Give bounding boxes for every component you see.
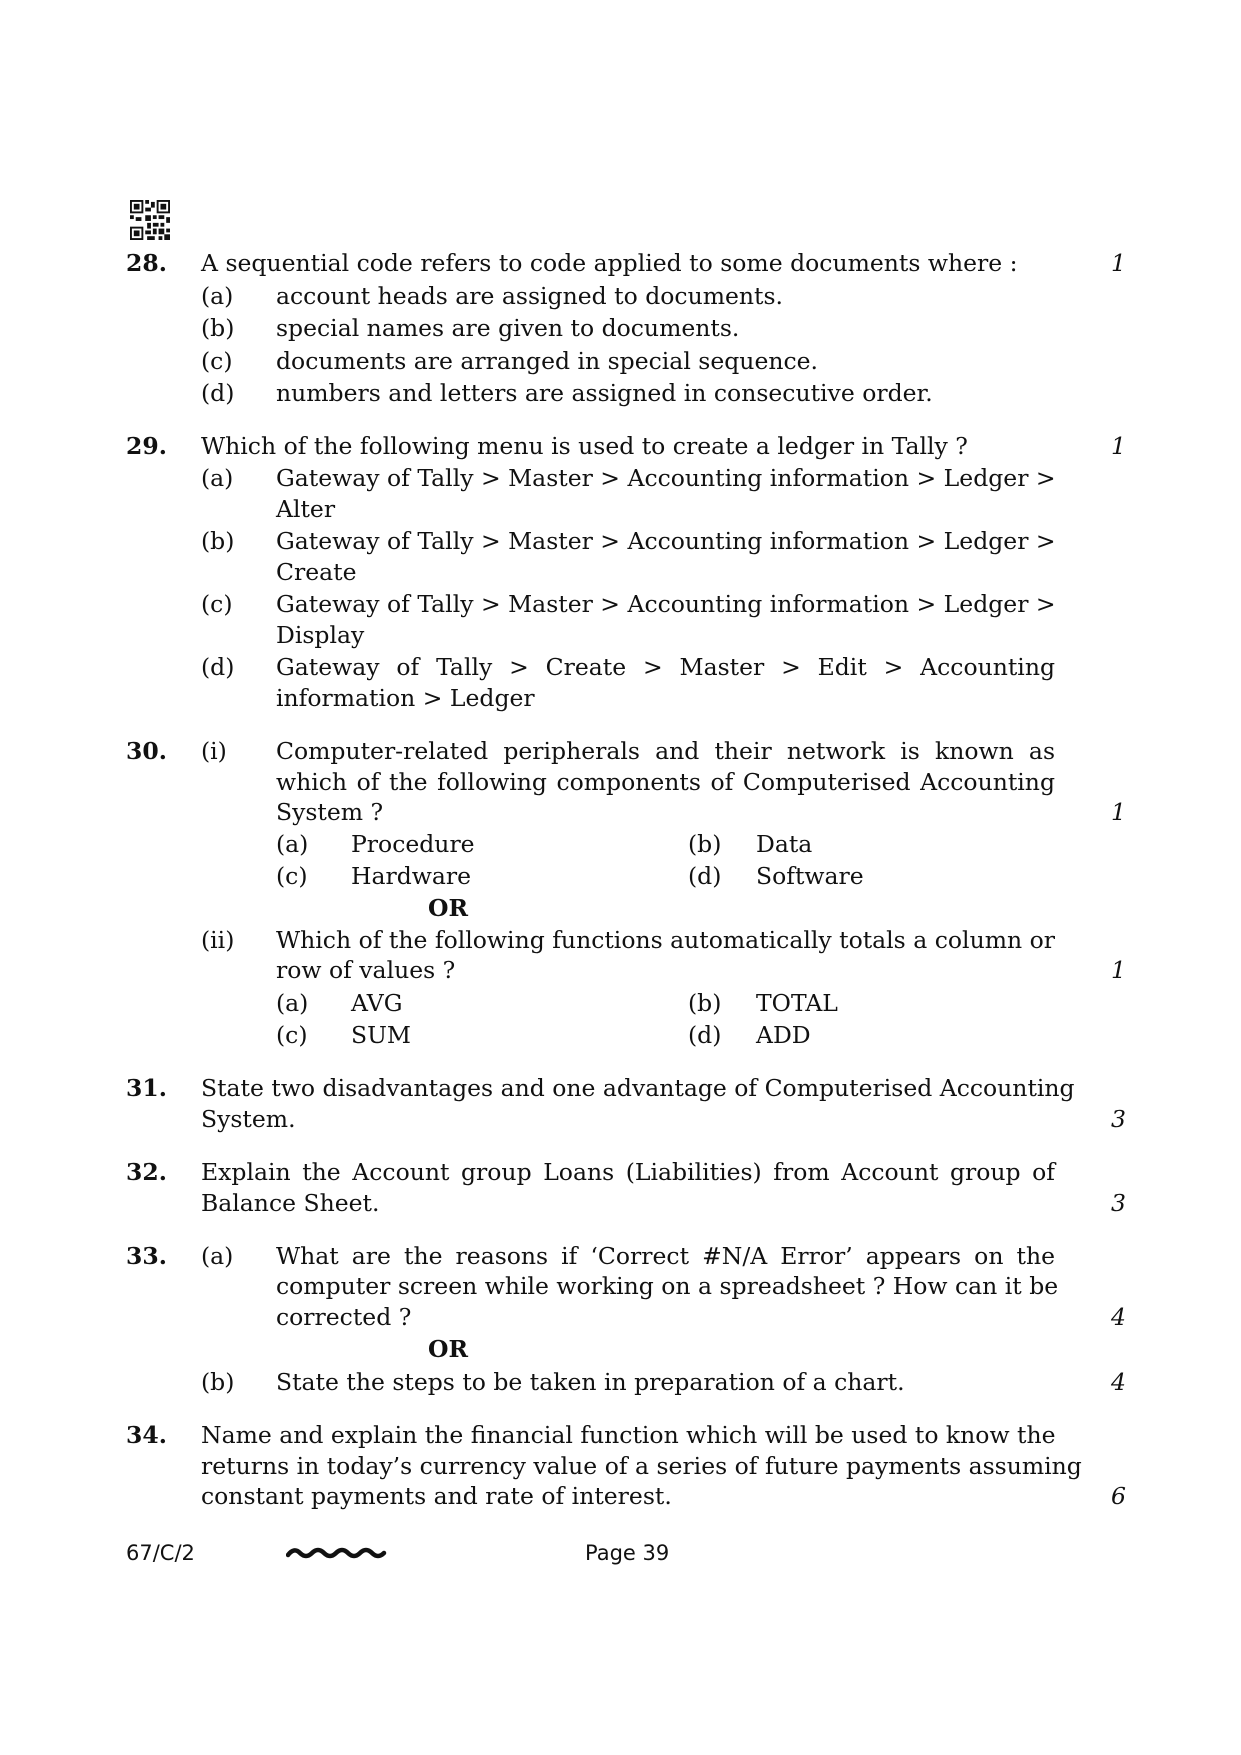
q32-line1: Explain the Account group Loans (Liabilities) from Account group of: [201, 1158, 1055, 1186]
q33-part-b-text: State the steps to be taken in preparation of a chart.: [276, 1368, 905, 1396]
q29-marks: 1: [1111, 432, 1126, 460]
q32-line2: Balance Sheet.: [201, 1189, 380, 1217]
q30-part2-line1: Which of the following functions automatically totals a column or: [276, 926, 1055, 954]
q31-line1: State two disadvantages and one advantage of Computerised Accounting: [201, 1074, 1075, 1102]
q30-part1-line1: Computer-related peripherals and their network is known as: [276, 737, 1055, 765]
q29-option-c-line2: Display: [276, 621, 365, 649]
q29-number: 29.: [126, 432, 167, 460]
q33-or: OR: [428, 1335, 469, 1363]
q32-marks: 3: [1111, 1189, 1126, 1217]
q28-stem: A sequential code refers to code applied to some documents where :: [201, 249, 1018, 277]
q34-line3: constant payments and rate of interest.: [201, 1482, 672, 1510]
q30-part1-option-c-label: (c): [276, 862, 308, 890]
q28-option-b-text: special names are given to documents.: [276, 314, 740, 342]
q28-marks: 1: [1111, 249, 1126, 277]
q30-part2-option-d-label: (d): [688, 1021, 722, 1049]
q33-part-a-line3: corrected ?: [276, 1303, 412, 1331]
q29-option-b-line2: Create: [276, 558, 357, 586]
q29-option-c-label: (c): [201, 590, 233, 618]
q29-option-b-line1: Gateway of Tally > Master > Accounting information > Ledger >: [276, 527, 1056, 555]
q34-marks: 6: [1111, 1482, 1126, 1510]
q30-part1-option-b-label: (b): [688, 830, 722, 858]
q29-option-c-line1: Gateway of Tally > Master > Accounting information > Ledger >: [276, 590, 1056, 618]
q30-part1-label: (i): [201, 737, 227, 765]
q30-part2-label: (ii): [201, 926, 235, 954]
q29-option-d-line1: Gateway of Tally > Create > Master > Edit > Accounting: [276, 653, 1055, 681]
q30-part1-line3: System ?: [276, 798, 384, 826]
q31-number: 31.: [126, 1074, 167, 1102]
q30-part2-option-d-text: ADD: [756, 1021, 811, 1049]
q28-option-d-label: (d): [201, 379, 235, 407]
q28-number: 28.: [126, 249, 167, 277]
q29-option-d-line2: information > Ledger: [276, 684, 535, 712]
qr-code-icon: [130, 200, 170, 240]
q33-part-a-label: (a): [201, 1242, 234, 1270]
q30-part1-option-c-text: Hardware: [351, 862, 472, 890]
footer-paper-code: 67/C/2: [126, 1541, 195, 1565]
q33-part-a-line2: computer screen while working on a spreadsheet ? How can it be: [276, 1272, 1059, 1300]
q31-line2: System.: [201, 1105, 296, 1133]
q30-part1-line2: which of the following components of Computerised Accounting: [276, 768, 1055, 796]
q30-part1-option-a-text: Procedure: [351, 830, 475, 858]
q30-number: 30.: [126, 737, 167, 765]
q28-option-d-text: numbers and letters are assigned in consecutive order.: [276, 379, 933, 407]
q30-part2-option-a-text: AVG: [351, 989, 403, 1017]
q28-option-c-label: (c): [201, 347, 233, 375]
q28-option-c-text: documents are arranged in special sequence.: [276, 347, 819, 375]
q29-option-d-label: (d): [201, 653, 235, 681]
q33-part-b-marks: 4: [1111, 1368, 1126, 1396]
q34-line1: Name and explain the financial function which will be used to know the: [201, 1421, 1056, 1449]
q33-number: 33.: [126, 1242, 167, 1270]
q30-part2-option-a-label: (a): [276, 989, 309, 1017]
q30-part2-option-c-text: SUM: [351, 1021, 411, 1049]
q30-part2-line2: row of values ?: [276, 956, 456, 984]
q34-line2: returns in today’s currency value of a series of future payments assuming: [201, 1452, 1082, 1480]
q30-part1-option-b-text: Data: [756, 830, 813, 858]
q30-part1-marks: 1: [1111, 798, 1126, 826]
q30-part1-option-d-text: Software: [756, 862, 864, 890]
q30-or: OR: [428, 894, 469, 922]
q29-option-b-label: (b): [201, 527, 235, 555]
q30-part2-marks: 1: [1111, 956, 1126, 984]
q33-part-b-label: (b): [201, 1368, 235, 1396]
footer-page-number: Page 39: [585, 1541, 670, 1565]
q33-part-a-line1: What are the reasons if ‘Correct #N/A Error’ appears on the: [276, 1242, 1055, 1270]
q29-stem: Which of the following menu is used to create a ledger in Tally ?: [201, 432, 968, 460]
q33-part-a-marks: 4: [1111, 1303, 1126, 1331]
q29-option-a-line1: Gateway of Tally > Master > Accounting information > Ledger >: [276, 464, 1056, 492]
q30-part2-option-c-label: (c): [276, 1021, 308, 1049]
q28-option-a-text: account heads are assigned to documents.: [276, 282, 784, 310]
q30-part2-option-b-label: (b): [688, 989, 722, 1017]
q31-marks: 3: [1111, 1105, 1126, 1133]
q34-number: 34.: [126, 1421, 167, 1449]
q29-option-a-line2: Alter: [276, 495, 336, 523]
q28-option-a-label: (a): [201, 282, 234, 310]
q29-option-a-label: (a): [201, 464, 234, 492]
q30-part1-option-d-label: (d): [688, 862, 722, 890]
q32-number: 32.: [126, 1158, 167, 1186]
q28-option-b-label: (b): [201, 314, 235, 342]
q30-part1-option-a-label: (a): [276, 830, 309, 858]
q30-part2-option-b-text: TOTAL: [756, 989, 838, 1017]
tilde-ornament-icon: [286, 1539, 390, 1567]
